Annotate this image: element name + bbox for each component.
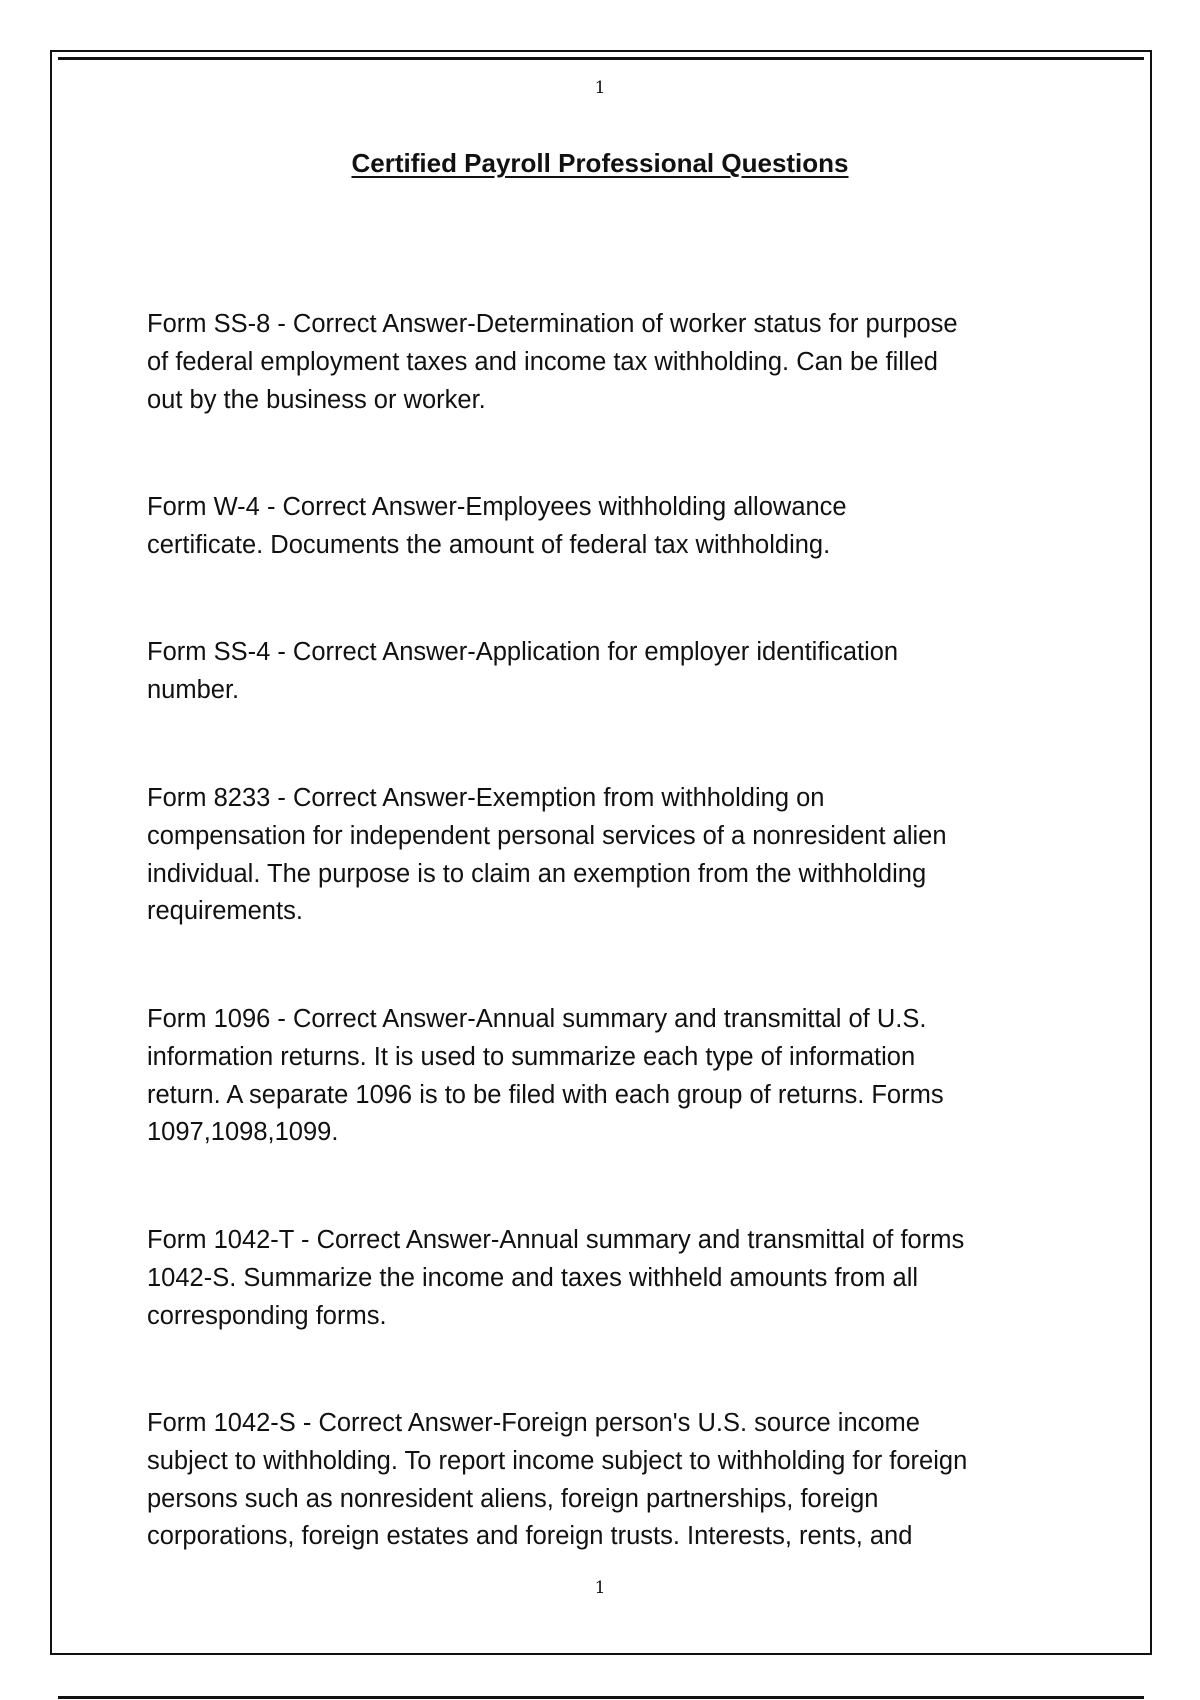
- qa-entry: [147, 1222, 1087, 1335]
- qa-entry: [147, 634, 1087, 710]
- page-number-bottom: 1: [594, 1578, 606, 1598]
- qa-entry-line: corporations, foreign estates and foreign trusts. Interests, rents, and: [147, 1522, 913, 1551]
- qa-entry-line: certificate. Documents the amount of federal tax withholding.: [147, 530, 831, 559]
- qa-entry-line: Form SS-4 - Correct Answer-Application for employer identification: [147, 638, 899, 666]
- qa-entry-line: compensation for independent personal services of a nonresident alien: [147, 821, 947, 850]
- qa-entry-line: Form W-4 - Correct Answer-Employees withholding allowance: [147, 493, 847, 521]
- qa-entry: [147, 1001, 1087, 1152]
- page-number-top: 1: [594, 78, 606, 98]
- qa-entry-line: 1042-S. Summarize the income and taxes withheld amounts from all: [147, 1263, 919, 1292]
- qa-entry-line: return. A separate 1096 is to be filed with each group of returns. Forms: [147, 1080, 944, 1109]
- header-rule: [58, 57, 1144, 60]
- qa-entry: [147, 306, 1087, 419]
- qa-entry-line: requirements.: [147, 897, 303, 926]
- qa-entry-line: of federal employment taxes and income tax withholding. Can be filled: [147, 347, 938, 376]
- qa-entry-line: Form 1096 - Correct Answer-Annual summary and transmittal of U.S.: [147, 1005, 927, 1033]
- document-title: Certified Payroll Professional Questions: [351, 148, 849, 178]
- qa-entry-line: 1097,1098,1099.: [147, 1118, 339, 1147]
- qa-entry-line: corresponding forms.: [147, 1301, 387, 1330]
- qa-entry-line: Form SS-8 - Correct Answer-Determination of worker status for purpose: [147, 310, 958, 338]
- qa-entry: [147, 489, 1087, 565]
- qa-entry-line: persons such as nonresident aliens, foreign partnerships, foreign: [147, 1484, 879, 1513]
- qa-entry-line: Form 8233 - Correct Answer-Exemption from withholding on: [147, 784, 825, 812]
- qa-entry-line: Form 1042-S - Correct Answer-Foreign person's U.S. source income: [147, 1409, 920, 1437]
- qa-entry: [147, 780, 1087, 931]
- qa-entry-line: number.: [147, 675, 240, 704]
- qa-entry-line: individual. The purpose is to claim an exemption from the withholding: [147, 859, 927, 888]
- qa-entry-line: subject to withholding. To report income subject to withholding for foreign: [147, 1446, 968, 1475]
- qa-entry-line: information returns. It is used to summarize each type of information: [147, 1042, 916, 1071]
- qa-entry-line: Form 1042-T - Correct Answer-Annual summary and transmittal of forms: [147, 1226, 965, 1254]
- qa-entry: [147, 1405, 1087, 1556]
- qa-entry-line: out by the business or worker.: [147, 385, 486, 414]
- next-page-rule: [58, 1696, 1144, 1699]
